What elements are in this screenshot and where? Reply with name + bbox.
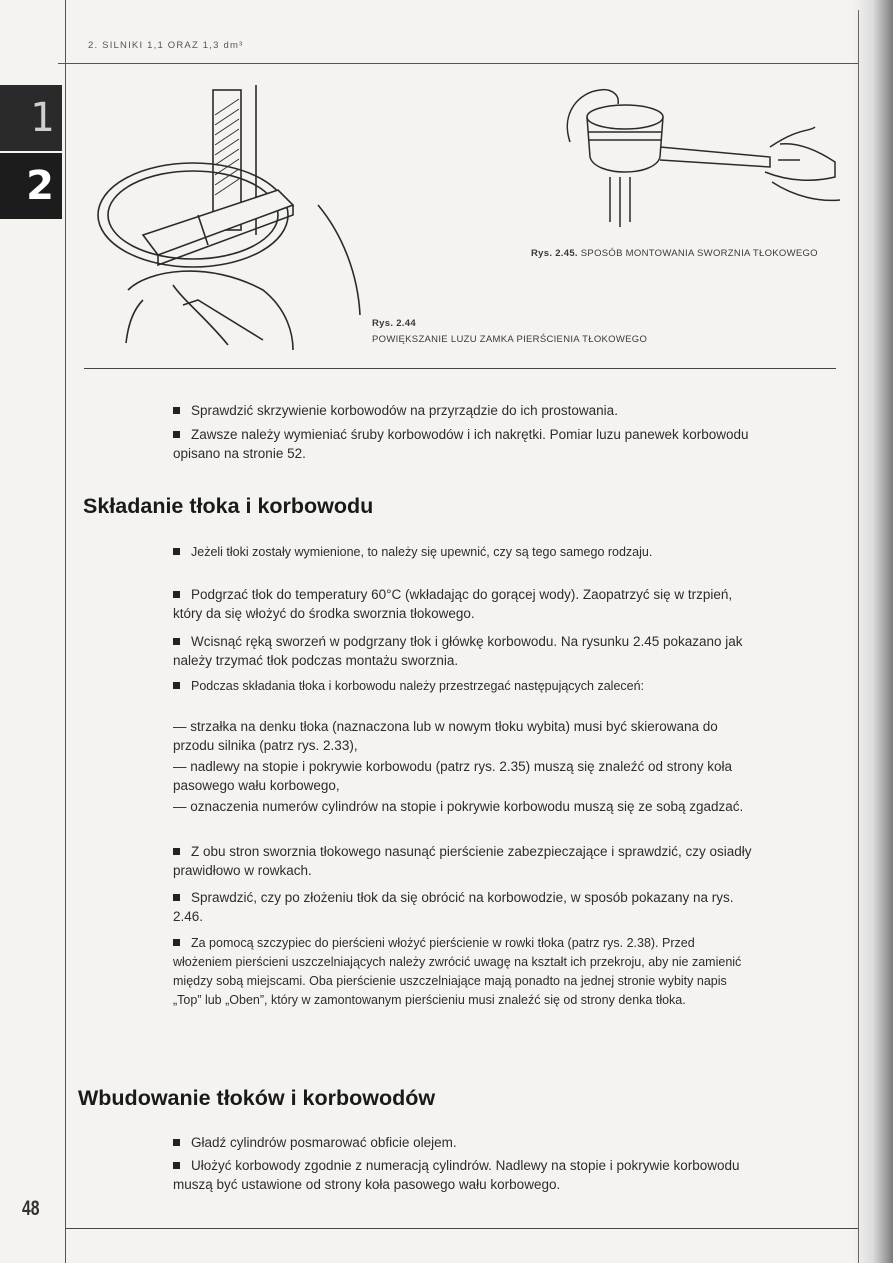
running-header: 2. SILNIKI 1,1 ORAZ 1,3 dm³ — [88, 40, 244, 51]
section1-paragraph-6: Sprawdzić, czy po złożeniu tłok da się obrócić na korbowodzie, w sposób pokazany na rys. 2.46. — [173, 890, 734, 924]
section1-paragraph-7: Za pomocą szczypiec do pierścieni włożyć pierścienie w rowki tłoka (patrz rys. 2.38). Przed włożeniem pierścieni uszczelniających należy zwrócić uwagę na kształt ich przekroju, aby nie zamienić między sobą miejscami. Oba pierścienie uszczelniające mają ponadto na jednej stronie wybity napis „Top” lub „Oben”, który w zamontowanym pierścieniu musi znaleźć się od strony denka tłoka. — [173, 936, 742, 1007]
page-number: 48 — [22, 1197, 40, 1220]
bullet-icon — [173, 407, 180, 414]
section-heading-skladanie: Składanie tłoka i korbowodu — [83, 494, 374, 518]
section1-dash-item-1: — strzałka na denku tłoka (naznaczona lub w nowym tłoku wybita) musi być skierowana do przodu silnika (patrz rys. 2.33), — [173, 719, 718, 753]
intro-paragraph-2: Zawsze należy wymieniać śruby korbowodów i ich nakrętki. Pomiar luzu panewek korbowodu opisano na stronie 52. — [173, 427, 749, 461]
figure-2-45-caption — [531, 248, 818, 259]
figure-2-45-number: Rys. 2.45. — [531, 248, 578, 259]
section2-paragraph-2: Ułożyć korbowody zgodnie z numeracją cylindrów. Nadlewy na stopie i pokrywie korbowodu muszą być ustawione od strony koła pasowego wału korbowego. — [173, 1158, 740, 1192]
header-rule — [58, 63, 858, 64]
figure-separator-rule — [84, 368, 836, 369]
chapter-tab-1: 1 — [0, 85, 62, 151]
figure-2-44-caption: POWIĘKSZANIE LUZU ZAMKA PIERŚCIENIA TŁOKOWEGO — [372, 334, 648, 345]
figure-2-45-title: SPOSÓB MONTOWANIA SWORZNIA TŁOKOWEGO — [580, 248, 818, 259]
section1-paragraph-1: Jeżeli tłoki zostały wymienione, to należy się upewnić, czy są tego samego rodzaju. — [173, 543, 753, 562]
intro-paragraph-1: Sprawdzić skrzywienie korbowodów na przyrządzie do ich prostowania. — [173, 401, 753, 420]
section1-dash-item-2: — nadlewy na stopie i pokrywie korbowodu (patrz rys. 2.35) muszą się znaleźć od strony koła pasowego wału korbowego, — [173, 759, 733, 793]
left-margin-rule — [65, 0, 66, 1263]
bullet-icon — [173, 1139, 180, 1146]
page-edge-shadow — [853, 0, 893, 1263]
section1-paragraph-4: Podczas składania tłoka i korbowodu należy przestrzegać następujących zaleceń: — [173, 677, 753, 696]
bullet-icon — [173, 682, 180, 689]
bullet-icon — [173, 848, 180, 855]
bullet-icon — [173, 638, 180, 645]
bullet-icon — [173, 894, 180, 901]
figure-2-44-illustration — [88, 85, 378, 355]
figure-2-45-illustration — [540, 82, 845, 242]
section1-paragraph-2: Podgrzać tłok do temperatury 60°C (wkładając do gorącej wody). Zaopatrzyć się w trzpień, który da się włożyć do środka sworznia tłokowego. — [173, 587, 733, 621]
chapter-tab-2: 2 — [0, 153, 62, 219]
section-heading-wbudowanie: Wbudowanie tłoków i korbowodów — [78, 1086, 436, 1110]
section2-paragraph-1: Gładź cylindrów posmarować obficie olejem. — [173, 1133, 753, 1152]
bullet-icon — [173, 591, 180, 598]
section1-paragraph-5: Z obu stron sworznia tłokowego nasunąć pierścienie zabezpieczające i sprawdzić, czy osiadły prawidłowo w rowkach. — [173, 844, 752, 878]
section1-dash-item-3: — oznaczenia numerów cylindrów na stopie i pokrywie korbowodu muszą się ze sobą zgadzać. — [173, 799, 744, 814]
right-margin-rule — [858, 10, 859, 1263]
footer-rule — [65, 1228, 858, 1229]
bullet-icon — [173, 431, 180, 438]
figure-2-44-number: Rys. 2.44 — [372, 318, 416, 329]
bullet-icon — [173, 939, 180, 946]
section1-paragraph-3: Wcisnąć ręką sworzeń w podgrzany tłok i główkę korbowodu. Na rysunku 2.45 pokazano jak należy trzymać tłok podczas montażu sworznia. — [173, 634, 743, 668]
bullet-icon — [173, 548, 180, 555]
bullet-icon — [173, 1162, 180, 1169]
